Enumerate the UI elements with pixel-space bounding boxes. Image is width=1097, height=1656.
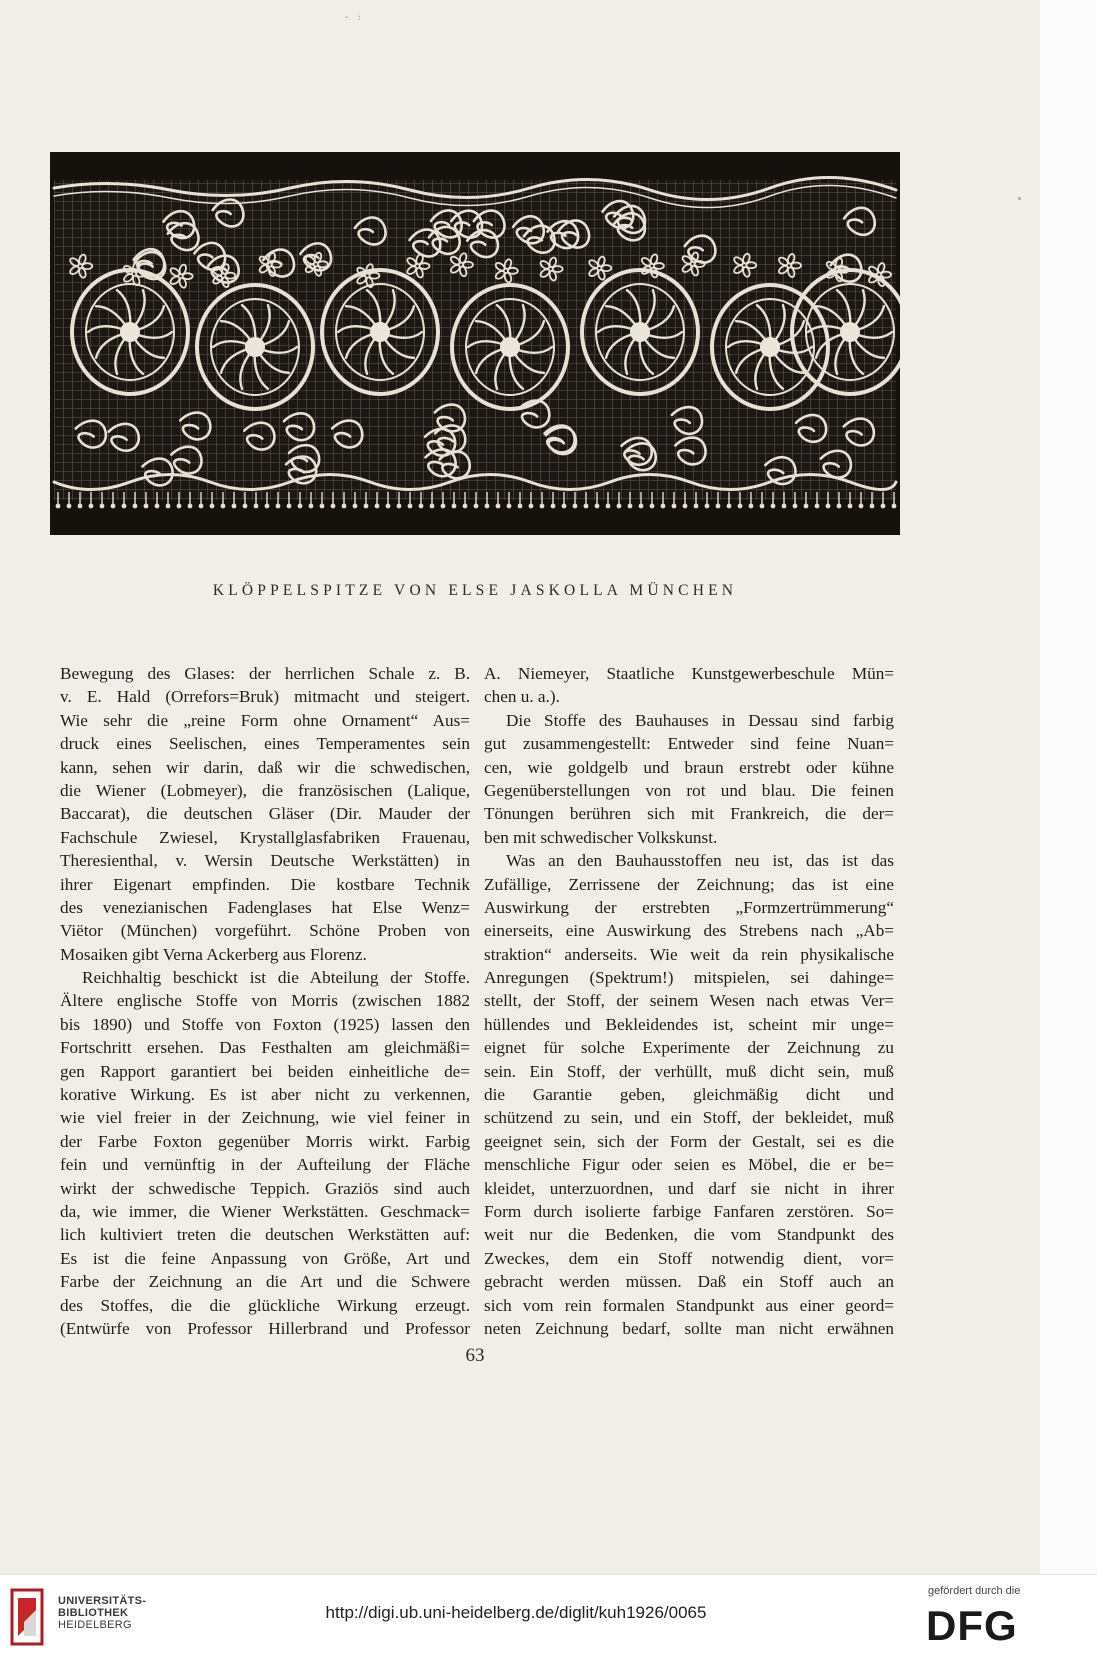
lace-motif (386, 504, 391, 509)
lace-motif (178, 492, 179, 504)
text-line: Farbe der Zeichnung an die Art und die Schwere (60, 1272, 470, 1292)
lace-motif (705, 504, 710, 509)
lace-motif (816, 492, 817, 504)
lace-motif (233, 492, 234, 504)
lace-motif (826, 504, 831, 509)
text-line: chen u. a.). (484, 687, 560, 707)
text-line: geeignet sein, sich der Form der Gestalt, sei es die (484, 1131, 894, 1151)
lace-motif (120, 322, 140, 342)
lace-motif (849, 492, 850, 504)
lace-motif (68, 492, 69, 504)
lace-motif (408, 504, 413, 509)
lace-motif (288, 492, 289, 504)
lace-motif (464, 492, 465, 504)
lace-motif (353, 504, 358, 509)
text-line: Zweckes, dem ein Stoff notwendig dient, vor= (484, 1248, 894, 1268)
lace-motif (507, 504, 512, 509)
text-line: Bewegung des Glases: der herrlichen Schale z. B. (60, 664, 470, 683)
lace-motif (441, 504, 446, 509)
lace-motif (607, 492, 608, 504)
lace-motif (695, 492, 696, 504)
lace-motif (463, 504, 468, 509)
text-line: die Wiener (Lobmeyer), die französischen (Lalique, (60, 780, 470, 800)
lace-motif (57, 492, 58, 504)
text-line: korative Wirkung. Es ist aber nicht zu verkennen, (60, 1085, 470, 1105)
text-line: die Garantie geben, gleichmäßig dicht und (484, 1085, 894, 1105)
library-name-line1: UNIVERSITÄTS- (58, 1595, 147, 1607)
lace-motif (364, 504, 369, 509)
lace-motif (167, 492, 168, 504)
lace-motif (881, 504, 886, 509)
text-line: A. Niemeyer, Staatliche Kunstgewerbeschule Mün= (484, 664, 894, 683)
lace-motif (606, 504, 611, 509)
lace-motif (772, 492, 773, 504)
lace-motif (101, 492, 102, 504)
lace-motif (166, 504, 171, 509)
text-line: neten Zeichnung bedarf, sollte man nicht erwähnen (484, 1318, 894, 1338)
lace-motif (497, 492, 498, 504)
lace-motif (650, 504, 655, 509)
lace-motif (837, 504, 842, 509)
lace-motif (584, 504, 589, 509)
text-line: ben mit schwedischer Volkskunst. (484, 827, 718, 847)
lace-motif (332, 492, 333, 504)
text-line: Was an den Bauhausstoffen neu ist, das ist das (506, 851, 894, 871)
lace-motif (496, 504, 501, 509)
lace-photograph (50, 152, 900, 535)
lace-motif (672, 504, 677, 509)
lace-motif (265, 504, 270, 509)
lace-motif (793, 504, 798, 509)
text-line: bis 1890) und Stoffe von Foxton (1925) lassen den (60, 1014, 470, 1034)
text-line: Auswirkung der erstrebten „Formzertrümmerung“ (484, 897, 894, 917)
scan-dot (1018, 197, 1021, 200)
lace-motif (298, 504, 303, 509)
page-number: 63 (465, 1345, 485, 1366)
lace-motif (276, 504, 281, 509)
lace-motif (78, 504, 83, 509)
text-line: Viëtor (München) vorgeführt. Schöne Proben von (60, 921, 470, 941)
lace-motif (640, 492, 641, 504)
text-line: gen Rapport garantiert bei beiden einheitliche de= (60, 1061, 470, 1081)
lace-motif (717, 492, 718, 504)
lace-motif (541, 492, 542, 504)
lace-motif (760, 504, 765, 509)
text-line: da, wie immer, die Wiener Werkstätten. Geschmack= (60, 1201, 470, 1221)
lace-motif (848, 504, 853, 509)
lace-motif (716, 504, 721, 509)
lace-motif (661, 504, 666, 509)
lace-motif (90, 492, 91, 504)
text-line: Anregungen (Spektrum!) mitspielen, sei dahinge= (484, 968, 894, 988)
lace-motif (508, 492, 509, 504)
lace-motif (134, 492, 135, 504)
text-line: Ältere englische Stoffe von Morris (zwischen 1882 (60, 991, 470, 1011)
lace-motif (431, 492, 432, 504)
lace-motif (750, 492, 751, 504)
lace-motif (859, 504, 864, 509)
lace-motif (838, 492, 839, 504)
lace-motif (375, 504, 380, 509)
lace-motif (254, 504, 259, 509)
lace-motif (177, 504, 182, 509)
text-line: v. E. Hald (Orrefors=Bruk) mitmacht und steigert. (60, 687, 470, 707)
text-line: Baccarat), die deutschen Gläser (Dir. Mauder der (60, 804, 470, 824)
lace-motif (419, 504, 424, 509)
funding-note: gefördert durch die (928, 1585, 1021, 1597)
permalink-url[interactable]: http://digi.ub.uni-heidelberg.de/diglit/kuh1926/0065 (325, 1603, 707, 1622)
lace-motif (354, 492, 355, 504)
lace-motif (89, 504, 94, 509)
text-line: der Farbe Foxton gegenüber Morris wirkt. Farbig (60, 1131, 470, 1151)
lace-motif (562, 504, 567, 509)
text-line: fein und vernünftig in der Aufteilung der Fläche (60, 1155, 470, 1175)
lace-motif (112, 492, 113, 504)
text-line: sein. Ein Stoff, der verhüllt, muß dicht sein, muß (484, 1061, 894, 1081)
library-name-line2: BIBLIOTHEK (58, 1607, 129, 1619)
lace-motif (442, 492, 443, 504)
lace-motif (618, 492, 619, 504)
lace-motif (210, 504, 215, 509)
text-line: einerseits, eine Auswirkung des Strebens nach „Ab= (484, 921, 894, 941)
text-line: Zufällige, Zerrissene der Zeichnung; das ist eine (484, 874, 894, 894)
lace-motif (111, 504, 116, 509)
lace-motif (245, 337, 265, 357)
lace-motif (804, 504, 809, 509)
text-line: lich kultiviert treten die deutschen Werkstätten auf: (60, 1225, 470, 1245)
lace-motif (585, 492, 586, 504)
lace-motif (749, 504, 754, 509)
text-line: (Entwürfe von Professor Hillerbrand und Professor (60, 1318, 470, 1338)
lace-motif (211, 492, 212, 504)
lace-motif (321, 492, 322, 504)
lace-motif (727, 504, 732, 509)
lace-motif (133, 504, 138, 509)
lace-motif (500, 337, 520, 357)
lace-motif (683, 504, 688, 509)
lace-motif (122, 504, 127, 509)
lace-motif (365, 492, 366, 504)
text-line: wie viel freier in der Zeichnung, wie viel feiner in (60, 1108, 470, 1128)
lace-motif (794, 492, 795, 504)
text-line: stellt, der Stoff, der seinem Wesen nach etwas Ver= (484, 991, 894, 1011)
lace-motif (189, 492, 190, 504)
lace-motif (155, 504, 160, 509)
lace-motif (420, 492, 421, 504)
text-line: weit nur die Bedenken, die vom Standpunkt des (484, 1225, 894, 1245)
lace-motif (728, 492, 729, 504)
lace-motif (67, 504, 72, 509)
lace-pattern (50, 152, 900, 535)
lace-motif (563, 492, 564, 504)
lace-motif (694, 504, 699, 509)
lace-motif (573, 504, 578, 509)
text-line: Gegenüberstellungen von rot und blau. Die feinen (484, 780, 894, 800)
lace-motif (662, 492, 663, 504)
lace-motif (529, 504, 534, 509)
lace-motif (376, 492, 377, 504)
text-line: schützend zu sein, und ein Stoff, der bekleidet, muß (484, 1108, 894, 1128)
lace-motif (540, 504, 545, 509)
lace-motif (320, 504, 325, 509)
text-line: cen, wie goldgelb und braun erstrebt oder kühne (484, 757, 894, 777)
text-line: kann, sehen wir darin, daß wir die schwedischen, (60, 757, 470, 777)
lace-motif (892, 504, 897, 509)
lace-motif (156, 492, 157, 504)
lace-motif (738, 504, 743, 509)
text-line: gebracht werden müssen. Daß ein Stoff auch an (484, 1272, 894, 1292)
lace-motif (56, 504, 61, 509)
lace-motif (398, 492, 399, 504)
page-margin (1040, 0, 1097, 1574)
lace-motif (343, 492, 344, 504)
lace-motif (761, 492, 762, 504)
lace-motif (452, 504, 457, 509)
lace-motif (782, 504, 787, 509)
lace-motif (860, 492, 861, 504)
lace-motif (595, 504, 600, 509)
text-line: Form durch isolierte farbige Fanfaren zerstören. So= (484, 1201, 894, 1221)
lace-motif (530, 492, 531, 504)
lace-motif (430, 504, 435, 509)
lace-motif (287, 504, 292, 509)
text-line: des venezianischen Fadenglases hat Else Wenz= (60, 897, 470, 917)
library-name-line3: HEIDELBERG (58, 1619, 132, 1631)
lace-motif (277, 492, 278, 504)
lace-motif (630, 322, 650, 342)
lace-motif (827, 492, 828, 504)
lace-motif (519, 492, 520, 504)
lace-motif (145, 492, 146, 504)
text-line: Es ist die feine Anpassung von Größe, Art und (60, 1248, 470, 1268)
lace-motif (706, 492, 707, 504)
left-text-column (60, 662, 470, 1340)
lace-motif (79, 492, 80, 504)
lace-motif (651, 492, 652, 504)
lace-motif (144, 504, 149, 509)
text-line: Wie sehr die „reine Form ohne Ornament“ Aus= (60, 710, 470, 730)
lace-motif (628, 504, 633, 509)
text-line: kleidet, unterzuordnen, und darf sie nicht in ihrer (484, 1178, 894, 1198)
lace-motif (387, 492, 388, 504)
text-line: Mosaiken gibt Verna Ackerberg aus Florenz. (60, 944, 367, 964)
lace-motif (518, 504, 523, 509)
text-line: Fortschritt ersehen. Das Festhalten am gleichmäßi= (60, 1038, 470, 1058)
text-line: menschliche Figur oder seien es Möbel, die er be= (484, 1155, 894, 1175)
lace-motif (760, 337, 780, 357)
lace-motif (552, 492, 553, 504)
text-line: Fachschule Zwiesel, Krystallglasfabriken Frauenau, (60, 827, 470, 847)
lace-motif (805, 492, 806, 504)
lace-motif (739, 492, 740, 504)
lace-motif (199, 504, 204, 509)
text-line: Reichhaltig beschickt ist die Abteilung der Stoffe. (82, 968, 470, 988)
lace-motif (299, 492, 300, 504)
lace-motif (200, 492, 201, 504)
text-line: Tönungen berühren sich mit Frankreich, die der= (484, 804, 894, 824)
lace-motif (815, 504, 820, 509)
lace-motif (370, 322, 390, 342)
lace-motif (882, 492, 883, 504)
lace-motif (596, 492, 597, 504)
lace-motif (188, 504, 193, 509)
lace-motif (453, 492, 454, 504)
text-line: ihrer Eigenart empfinden. Die kostbare Technik (60, 874, 470, 894)
text-line: gut zusammengestellt: Entweder sind feine Nuan= (484, 734, 894, 754)
lace-motif (639, 504, 644, 509)
lace-motif (243, 504, 248, 509)
lace-motif (551, 504, 556, 509)
text-line: Theresienthal, v. Wersin Deutsche Werkstätten) in (60, 851, 470, 871)
dfg-logo[interactable]: DFG (926, 1602, 1018, 1649)
lace-motif (397, 504, 402, 509)
lace-motif (232, 504, 237, 509)
text-line: hüllendes und Bekleidendes ist, scheint mir unge= (484, 1014, 894, 1034)
lace-motif (684, 492, 685, 504)
lace-motif (629, 492, 630, 504)
lace-motif (673, 492, 674, 504)
lace-motif (474, 504, 479, 509)
lace-motif (409, 492, 410, 504)
text-line: Die Stoffe des Bauhauses in Dessau sind farbig (506, 710, 894, 730)
lace-motif (310, 492, 311, 504)
figure-caption: KLÖPPELSPITZE VON ELSE JASKOLLA MÜNCHEN (212, 582, 738, 599)
lace-motif (783, 492, 784, 504)
text-line: wirkt der schwedische Teppich. Graziös sind auch (60, 1178, 470, 1198)
lace-motif (123, 492, 124, 504)
scan-mark: - : (345, 12, 364, 23)
lace-motif (840, 322, 860, 342)
text-line: druck eines Seelischen, eines Temperamentes sein (60, 734, 470, 754)
lace-motif (871, 492, 872, 504)
lace-motif (244, 492, 245, 504)
lace-motif (100, 504, 105, 509)
lace-motif (342, 504, 347, 509)
lace-motif (331, 504, 336, 509)
lace-motif (893, 492, 894, 504)
lace-motif (870, 504, 875, 509)
lace-motif (475, 492, 476, 504)
lace-motif (255, 492, 256, 504)
lace-motif (574, 492, 575, 504)
text-line: straktion“ anderseits. Wie weit da rein physikalische (484, 944, 894, 964)
lace-motif (485, 504, 490, 509)
text-line: des Stoffes, die die glückliche Wirkung erzeugt. (60, 1295, 470, 1315)
right-text-column (484, 662, 894, 1340)
lace-motif (266, 492, 267, 504)
lace-motif (486, 492, 487, 504)
text-line: sich vom rein formalen Standpunkt aus einer geord= (484, 1295, 894, 1315)
text-line: eignet für solche Experimente der Zeichnung zu (484, 1038, 894, 1058)
lace-motif (222, 492, 223, 504)
lace-motif (617, 504, 622, 509)
lace-motif (309, 504, 314, 509)
lace-motif (771, 504, 776, 509)
lace-motif (221, 504, 226, 509)
